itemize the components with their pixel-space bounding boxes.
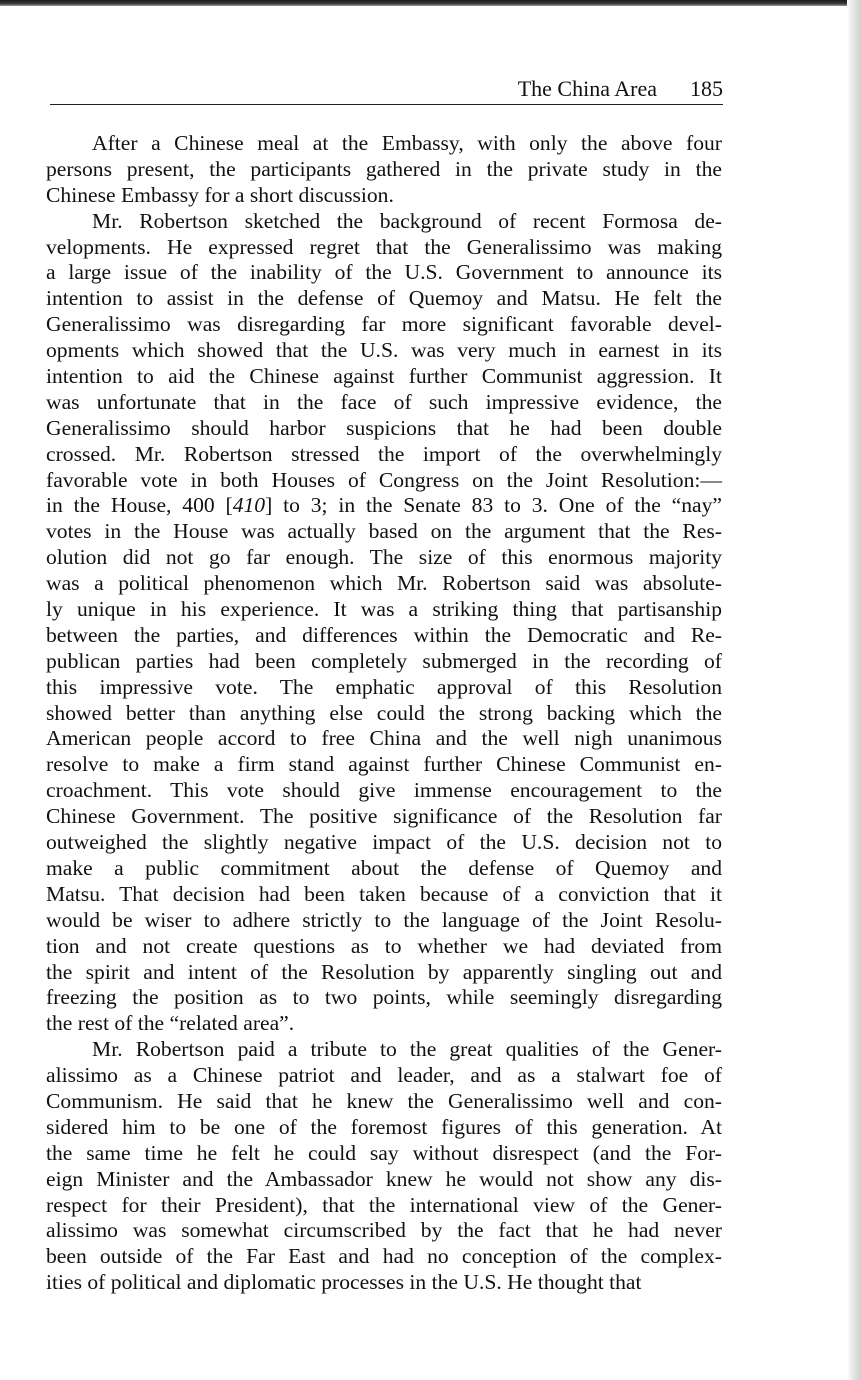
text-line: After a Chinese meal at the Embassy, with only the above four (92, 131, 722, 155)
text-line: sidered him to be one of the foremost figures of this generation. At (46, 1114, 722, 1139)
text-line: between the parties, and differences within the Democratic and Re- (46, 622, 722, 647)
text-line: Generalissimo should harbor suspicions that he had been double (46, 415, 722, 440)
text-line: Mr. Robertson sketched the background of recent Formosa de- (92, 208, 722, 233)
text-line: outweighed the slightly negative impact of the U.S. decision not to (46, 830, 722, 855)
text-line: ities of political and diplomatic processes in the U.S. He thought that (46, 1270, 642, 1295)
text-line: tion and not create questions as to whether we had deviated from (46, 933, 722, 958)
text-line: opments which showed that the U.S. was very much in earnest in its (46, 338, 722, 363)
page-body (46, 131, 722, 1296)
text-line: intention to aid the Chinese against further Communist aggression. It (46, 364, 722, 389)
text-line: Matsu. That decision had been taken because of a conviction that it (46, 881, 722, 906)
text-line: this impressive vote. The emphatic approval of this Resolution (46, 674, 722, 699)
text-line: favorable vote in both Houses of Congress on the Joint Resolution:— (46, 467, 722, 492)
text-line: votes in the House was actually based on the argument that the Res- (46, 519, 722, 544)
text-line: was a political phenomenon which Mr. Robertson said was absolute- (46, 571, 722, 596)
text-line: a large issue of the inability of the U.S. Government to announce its (46, 260, 722, 285)
text-line: freezing the position as to two points, while seemingly disregarding (46, 985, 722, 1010)
text-line: Communism. He said that he knew the Generalissimo well and con- (46, 1088, 722, 1113)
text-line: Generalissimo was disregarding far more significant favorable devel- (46, 312, 722, 337)
text-line: the same time he felt he could say without disrespect (and the For- (46, 1140, 722, 1165)
text-line: make a public commitment about the defense of Quemoy and (46, 855, 722, 880)
text-line: American people accord to free China and the well nigh unanimous (46, 726, 722, 751)
text-line: Mr. Robertson paid a tribute to the great qualities of the Gener- (92, 1037, 722, 1062)
text-line: the spirit and intent of the Resolution by apparently singling out and (46, 959, 722, 984)
text-line: croachment. This vote should give immense encouragement to the (46, 778, 722, 803)
text-line: eign Minister and the Ambassador knew he would not show any dis- (46, 1166, 722, 1191)
paragraph (46, 209, 722, 1038)
page-number: 185 (690, 76, 723, 101)
editorial-correction: 410 (232, 493, 266, 518)
paragraph (46, 1037, 722, 1296)
text-line: persons present, the participants gathered in the private study in the (46, 156, 722, 181)
text-line: alissimo was somewhat circumscribed by the fact that he had never (46, 1218, 722, 1243)
text-line: in the House, 400 [410] to 3; in the Senate 83 to 3. One of the “nay” (46, 493, 722, 518)
text-line: showed better than anything else could the strong backing which the (46, 700, 722, 725)
page-top-edge (0, 0, 861, 6)
text-line: velopments. He expressed regret that the Generalissimo was making (46, 234, 722, 259)
running-head-title: The China Area (517, 76, 657, 101)
page-right-edge (847, 0, 861, 1380)
text-line: crossed. Mr. Robertson stressed the import of the overwhelmingly (46, 441, 722, 466)
text-line: olution did not go far enough. The size of this enormous majority (46, 545, 722, 570)
text-line: would be wiser to adhere strictly to the language of the Joint Resolu- (46, 907, 722, 932)
text-line: Chinese Embassy for a short discussion. (46, 182, 394, 207)
text-line: intention to assist in the defense of Quemoy and Matsu. He felt the (46, 286, 722, 311)
text-line: respect for their President), that the international view of the Gener- (46, 1192, 722, 1217)
text-line: been outside of the Far East and had no conception of the complex- (46, 1244, 722, 1269)
text-line: was unfortunate that in the face of such impressive evidence, the (46, 389, 722, 414)
text-line: alissimo as a Chinese patriot and leader, and as a stalwart foe of (46, 1063, 722, 1088)
paragraph (46, 131, 722, 209)
text-line: publican parties had been completely submerged in the recording of (46, 648, 722, 673)
text-line: ly unique in his experience. It was a striking thing that partisanship (46, 597, 722, 622)
text-line: resolve to make a firm stand against further Chinese Communist en- (46, 752, 722, 777)
text-line: Chinese Government. The positive significance of the Resolution far (46, 804, 722, 829)
text-line: the rest of the “related area”. (46, 1011, 295, 1036)
running-head (50, 74, 723, 105)
